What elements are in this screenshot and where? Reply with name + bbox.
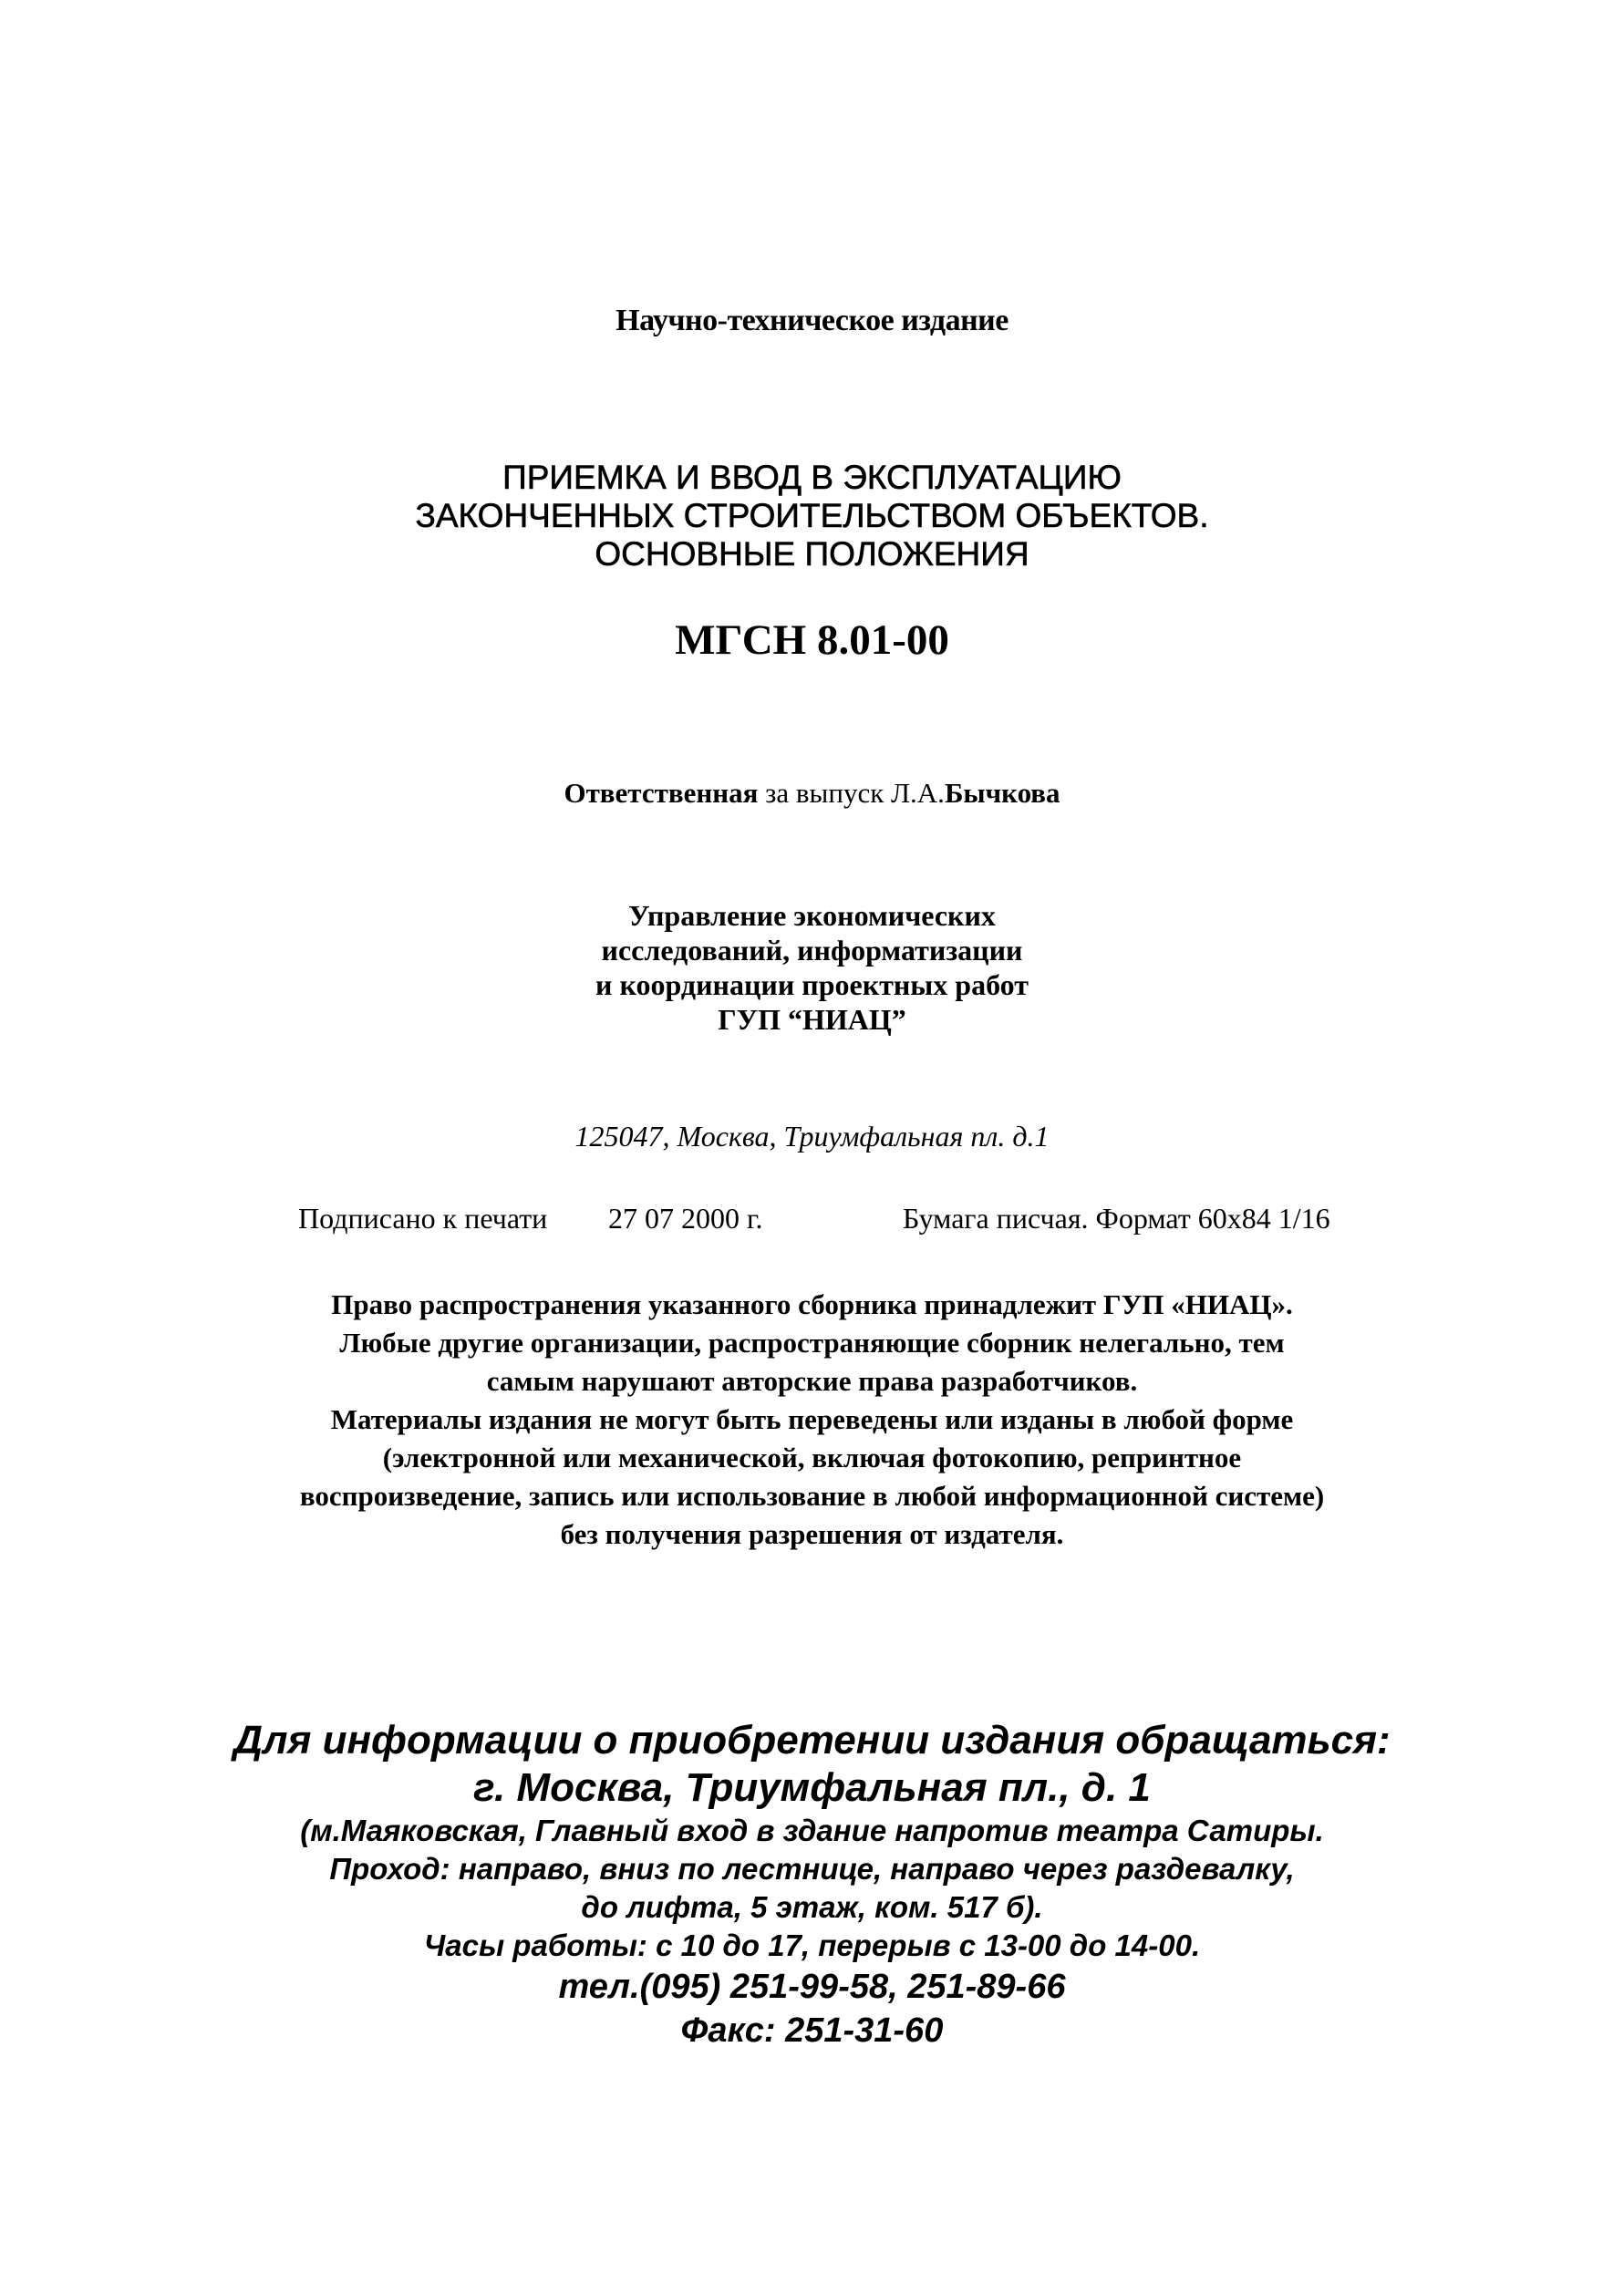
copyright-line: Право распространения указанного сборника принадлежит ГУП «НИАЦ». — [331, 1288, 1293, 1320]
copyright-line: Любые другие организации, распространяющие сборник нелегально, тем — [339, 1327, 1285, 1359]
document-code-text: МГСН 8.01-00 — [675, 616, 949, 664]
responsible-name: Бычкова — [944, 777, 1060, 809]
department — [0, 898, 1624, 1037]
contact-phone: тел.(095) 251-99-58, 251-89-66 — [558, 1968, 1066, 2006]
publisher-address-text: 125047, Москва, Триумфальная пл. д.1 — [574, 1120, 1050, 1153]
contact-directions-line: до лифта, 5 этаж, ком. 517 б). — [581, 1890, 1043, 1924]
copyright-line: самым нарушают авторские права разработчиков. — [486, 1365, 1138, 1397]
department-line: Управление экономических — [628, 899, 996, 932]
contact-address: г. Москва, Триумфальная пл., д. 1 — [473, 1765, 1151, 1810]
responsible-line — [0, 777, 1624, 810]
contact-info — [0, 1717, 1624, 2052]
title-line: ЗАКОНЧЕННЫХ СТРОИТЕЛЬСТВОМ ОБЪЕКТОВ. — [415, 497, 1209, 534]
department-line: ГУП “НИАЦ” — [718, 1003, 906, 1036]
publication-type-text: Научно-техническое издание — [615, 304, 1009, 337]
department-line: и координации проектных работ — [595, 968, 1029, 1001]
title-line: ОСНОВНЫЕ ПОЛОЖЕНИЯ — [595, 535, 1029, 573]
document-title — [0, 459, 1624, 574]
copyright-line: без получения разрешения от издателя. — [560, 1518, 1064, 1550]
contact-directions-line: Проход: направо, вниз по лестнице, направо через раздевалку, — [329, 1852, 1295, 1886]
contact-hours: Часы работы: с 10 до 17, перерыв с 13-00 до 14-00. — [423, 1928, 1201, 1962]
contact-heading: Для информации о приобретении издания обращаться: — [233, 1718, 1391, 1763]
responsible-label-bold: Ответственная — [564, 777, 759, 809]
copyright-line: Материалы издания не могут быть переведены или изданы в любой форме — [330, 1403, 1294, 1435]
publisher-address — [0, 1120, 1624, 1153]
copyright-notice — [0, 1286, 1624, 1554]
signed-label: Подписано к печати — [298, 1202, 548, 1235]
responsible-person — [0, 777, 1624, 810]
signed-date: 27 07 2000 г. — [608, 1202, 763, 1235]
title-line: ПРИЕМКА И ВВОД В ЭКСПЛУАТАЦИЮ — [502, 459, 1122, 496]
copyright-line: (электронной или механической, включая фотокопию, репринтное — [382, 1442, 1242, 1473]
publication-type — [0, 304, 1624, 338]
department-line: исследований, информатизации — [601, 934, 1023, 967]
document-code — [0, 615, 1624, 665]
contact-fax: Факс: 251-31-60 — [680, 2011, 944, 2050]
responsible-label: за выпуск Л.А. — [758, 777, 945, 809]
contact-directions-line: (м.Маяковская, Главный вход в здание напротив театра Сатиры. — [300, 1814, 1324, 1847]
copyright-line: воспроизведение, запись или использование в любой информационной системе) — [299, 1480, 1325, 1512]
paper-format: Бумага писчая. Формат 60x84 1/16 — [903, 1202, 1330, 1235]
